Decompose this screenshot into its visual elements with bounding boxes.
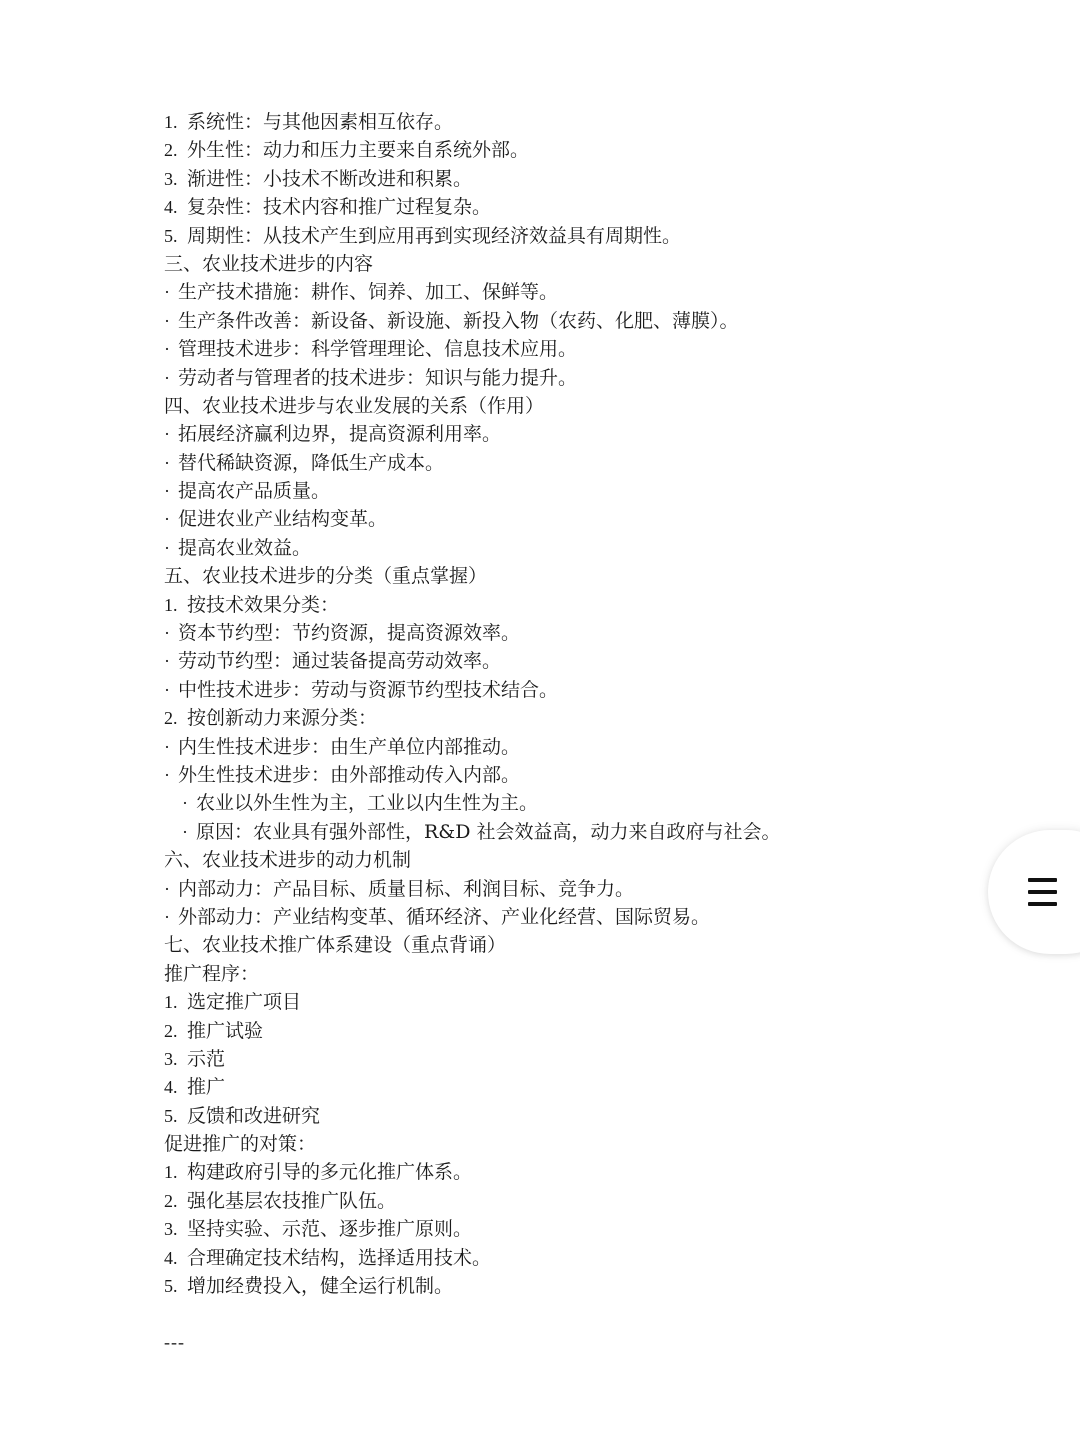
item-number: 3. [164,1048,178,1069]
numbered-item [164,136,984,164]
item-number: 5. [164,225,178,246]
bullet-item [164,903,984,931]
line-text: 拓展经济赢利边界，提高资源利用率。 [178,423,502,446]
line-text: 原因：农业具有强外部性，R&D 社会效益高，动力来自政府与社会。 [196,820,781,843]
bullet-item [164,761,984,789]
numbered-item [164,108,984,136]
bullet-marker: · [164,878,170,899]
line-text: 合理确定技术结构，选择适用技术。 [187,1246,492,1269]
line-text: 四、农业技术进步与农业发展的关系（作用） [164,394,545,417]
line-text: 农业以外生性为主，工业以内生性为主。 [196,792,539,815]
separator-text: --- [164,1332,185,1353]
bullet-item [164,307,984,335]
line-text: 外生性技术进步：由外部推动传入内部。 [178,763,521,786]
document-body [164,108,984,1357]
sub-bullet-item [164,818,984,846]
numbered-item [164,1045,984,1073]
section-heading [164,562,984,590]
section-heading [164,846,984,874]
bullet-marker: · [164,452,170,473]
line-text: 资本节约型：节约资源，提高资源效率。 [178,622,521,645]
line-text: 替代稀缺资源，降低生产成本。 [178,451,445,474]
line-text: 构建政府引导的多元化推广体系。 [187,1161,473,1184]
bullet-marker: · [164,906,170,927]
line-text: 五、农业技术进步的分类（重点掌握） [164,565,488,588]
line-text: 渐进性：小技术不断改进和积累。 [187,167,473,190]
line-text: 按技术效果分类： [187,593,340,616]
line-text: 生产条件改善：新设备、新设施、新投入物（农药、化肥、薄膜）。 [178,309,739,332]
line-text: 劳动者与管理者的技术进步：知识与能力提升。 [178,366,578,389]
line-text: 坚持实验、示范、逐步推广原则。 [187,1218,473,1241]
line-text: 三、农业技术进步的内容 [164,252,374,275]
numbered-item [164,704,984,732]
line-text: 复杂性：技术内容和推广过程复杂。 [187,196,492,219]
bullet-item [164,534,984,562]
bullet-item [164,420,984,448]
line-text: 选定推广项目 [187,991,302,1014]
bullet-marker: · [182,821,188,842]
line-text: 内生性技术进步：由生产单位内部推动。 [178,735,521,758]
sub-bullet-item [164,789,984,817]
line-text: 外部动力：产业结构变革、循环经济、产业化经营、国际贸易。 [178,905,711,928]
numbered-item [164,222,984,250]
bullet-marker: · [182,793,188,814]
item-number: 4. [164,1077,178,1098]
item-number: 3. [164,1219,178,1240]
numbered-item [164,1073,984,1101]
bullet-marker: · [164,310,170,331]
bullet-item [164,647,984,675]
bullet-item [164,449,984,477]
bullet-item [164,875,984,903]
line-text: 推广试验 [187,1019,264,1042]
line-text: 系统性：与其他因素相互依存。 [187,111,454,133]
hamburger-menu-icon-bar-top [1028,878,1057,882]
numbered-item [164,1244,984,1272]
item-number: 2. [164,140,178,161]
bullet-item [164,733,984,761]
line-text: 内部动力：产品目标、质量目标、利润目标、竞争力。 [178,877,635,900]
numbered-item [164,988,984,1016]
bullet-item [164,505,984,533]
bullet-item [164,619,984,647]
line-text: 管理技术进步：科学管理理论、信息技术应用。 [178,338,578,361]
bullet-marker: · [164,282,170,303]
line-text: 六、农业技术进步的动力机制 [164,849,412,872]
section-heading [164,960,984,988]
item-number: 5. [164,1105,178,1126]
numbered-item [164,1187,984,1215]
section-heading [164,931,984,959]
bullet-marker: · [164,339,170,360]
numbered-item [164,1215,984,1243]
line-text: 外生性：动力和压力主要来自系统外部。 [187,139,530,162]
bullet-item [164,278,984,306]
numbered-item [164,193,984,221]
item-number: 2. [164,1190,178,1211]
item-number: 4. [164,1247,178,1268]
line-text: 劳动节约型：通过装备提高劳动效率。 [178,650,502,673]
numbered-item [164,1158,984,1186]
section-heading [164,392,984,420]
item-number: 4. [164,197,178,218]
numbered-item [164,1017,984,1045]
line-text: 按创新动力来源分类： [187,707,378,730]
blank-line [164,1300,984,1328]
line-text: 提高农业效益。 [178,536,312,559]
bullet-item [164,477,984,505]
section-heading [164,1130,984,1158]
numbered-item [164,165,984,193]
line-text: 中性技术进步：劳动与资源节约型技术结合。 [178,678,559,701]
hamburger-menu-icon-bar-bottom [1028,902,1057,906]
line-text: 周期性：从技术产生到应用再到实现经济效益具有周期性。 [187,224,682,247]
line-text: 增加经费投入，健全运行机制。 [187,1275,454,1298]
numbered-item [164,591,984,619]
line-text: 强化基层农技推广队伍。 [187,1189,397,1212]
item-number: 1. [164,112,178,132]
line-text: 推广程序： [164,962,260,985]
bullet-item [164,676,984,704]
bullet-marker: · [164,367,170,388]
item-number: 3. [164,168,178,189]
line-text: 推广 [187,1076,226,1099]
bullet-marker: · [164,736,170,757]
item-number: 1. [164,1162,178,1183]
item-number: 2. [164,708,178,729]
item-number: 1. [164,992,178,1013]
numbered-item [164,1102,984,1130]
bullet-item [164,364,984,392]
bullet-marker: · [164,537,170,558]
bullet-marker: · [164,509,170,530]
bullet-marker: · [164,679,170,700]
line-text: 示范 [187,1047,226,1070]
bullet-marker: · [164,623,170,644]
bullet-marker: · [164,481,170,502]
line-text: 促进农业产业结构变革。 [178,508,388,531]
hamburger-menu-icon-bar-middle [1028,890,1057,894]
line-text: 七、农业技术推广体系建设（重点背诵） [164,934,507,957]
line-text: 生产技术措施：耕作、饲养、加工、保鲜等。 [178,281,559,304]
bullet-marker: · [164,424,170,445]
item-number: 2. [164,1020,178,1041]
item-number: 1. [164,594,178,615]
bullet-marker: · [164,764,170,785]
line-text: 反馈和改进研究 [187,1104,321,1127]
bullet-marker: · [164,651,170,672]
section-heading [164,250,984,278]
separator [164,1328,984,1356]
numbered-item [164,1272,984,1300]
line-text: 提高农产品质量。 [178,480,331,503]
item-number: 5. [164,1276,178,1297]
bullet-item [164,335,984,363]
menu-button[interactable] [988,830,1080,954]
line-text: 促进推广的对策： [164,1133,317,1156]
